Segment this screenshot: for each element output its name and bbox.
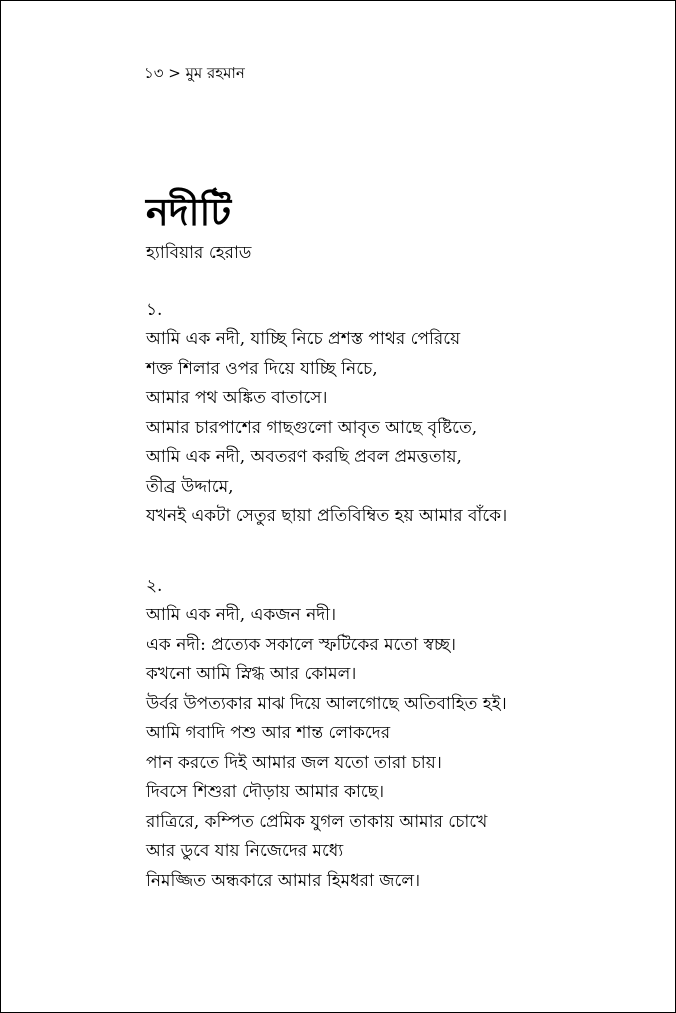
poem-line: দিবসে শিশুরা দৌড়ায় আমার কাছে। (146, 782, 385, 802)
poem-line: পান করতে দিই আমার জল যতো তারা চায়। (146, 752, 442, 773)
poem-line: আর ডুবে যায় নিজেদের মধ্যে (146, 841, 344, 861)
poem-line: আমি এক নদী, একজন নদী। (146, 605, 337, 625)
poem-line: উর্বর উপত্যকার মাঝ দিয়ে আলগোছে অতিবাহিত হই। (146, 693, 507, 714)
poem-line: শক্ত শিলার ওপর দিয়ে যাচ্ছি নিচে, (146, 358, 378, 379)
poem-line: নিমজ্জিত অন্ধকারে আমার হিমধরা জলে। (146, 870, 421, 891)
running-header: ১৩ > মুম রহমান (144, 64, 245, 82)
stanza-number: ২. (146, 576, 163, 596)
poem-line: তীব্র উদ্দামে, (146, 476, 234, 497)
poem-line: আমার চারপাশের গাছগুলো আবৃত আছে বৃষ্টিতে, (146, 417, 478, 438)
poem-line: আমি এক নদী, যাচ্ছি নিচে প্রশস্ত পাথর পেরিয়ে (146, 329, 461, 349)
poem-line: কখনো আমি স্নিগ্ধ আর কোমল। (146, 664, 357, 684)
stanza-1 (146, 296, 507, 532)
poem-line: এক নদী: প্রত্যেক সকালে স্ফটিকের মতো স্বচ্ছ। (146, 634, 456, 655)
stanza-number: ১. (146, 300, 163, 320)
poem-line: রাত্রিরে, কম্পিত প্রেমিক যুগল তাকায় আমার চোখে (146, 811, 488, 832)
poem-line: আমি এক নদী, অবতরণ করছি প্রবল প্রমত্ততায়, (146, 447, 462, 467)
poem-line: আমার পথ অঙ্কিত বাতাসে। (146, 388, 328, 408)
poem-author: হ্যাবিয়ার হেরাড (146, 243, 252, 263)
poem-line: আমি গবাদি পশু আর শান্ত লোকদের (146, 723, 391, 743)
poem-title: নদীটি (146, 189, 232, 234)
stanza-2 (146, 572, 507, 896)
poem-line: যখনই একটা সেতুর ছায়া প্রতিবিম্বিত হয় আমার বাঁকে। (146, 506, 508, 526)
